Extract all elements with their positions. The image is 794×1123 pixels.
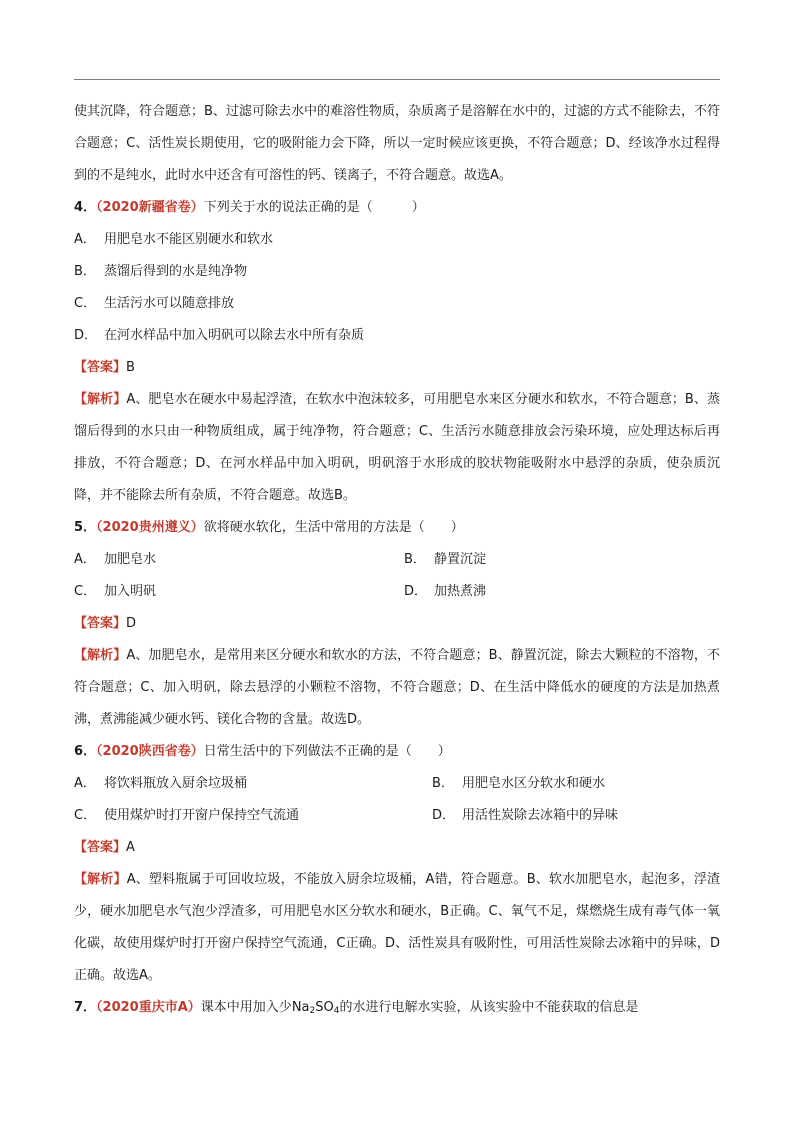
question-text-cont: 的水进行电解水实验，从该实验中不能获取的信息是 — [339, 1000, 639, 1015]
option-row — [74, 768, 720, 800]
answer-value: A — [126, 840, 135, 855]
chemical-formula: $Na_2SO_4$ — [291, 1000, 340, 1016]
option-letter: A． — [74, 232, 96, 247]
question-number: 4． — [74, 200, 97, 215]
option-b — [404, 544, 486, 576]
option-letter: B． — [74, 264, 96, 279]
option-text: 使用煤炉时打开窗户保持空气流通 — [104, 808, 300, 823]
answer-tag: 【答案】 — [74, 840, 127, 855]
question-text: 日常生活中的下列做法不正确的是（ ） — [203, 744, 451, 759]
question-text: 课本中用加入少 — [200, 1000, 292, 1015]
analysis-tag: 【解析】 — [74, 872, 127, 887]
option-d — [404, 576, 486, 608]
question-text: 下列关于水的说法正确的是（ ） — [203, 200, 425, 215]
question-source: （2020重庆市A） — [96, 1000, 201, 1015]
option-letter: B． — [404, 552, 426, 567]
answer-tag: 【答案】 — [74, 616, 127, 631]
option-letter: B． — [432, 776, 454, 791]
analysis-paragraph — [74, 384, 720, 512]
option-letter: D． — [432, 808, 456, 823]
previous-analysis-continuation: 使其沉降，符合题意；B、过滤可除去水中的难溶性物质，杂质离子是溶解在水中的，过滤的方式不能除去，不符合题意；C、活性炭长期使用，它的吸附能力会下降，所以一定时候应该更换，不符合题意；D、经该净水过程得到的不是纯水，此时水中还含有可溶性的钙、镁离子，不符合题意。故选A。 — [74, 104, 720, 183]
option-a — [74, 544, 404, 576]
option-c — [74, 288, 234, 320]
answer-line — [74, 832, 720, 864]
option-b — [74, 256, 247, 288]
answer-value: D — [126, 616, 137, 631]
option-row — [74, 544, 720, 576]
option-text: 静置沉淀 — [434, 552, 487, 567]
option-text: 加肥皂水 — [104, 552, 157, 567]
option-row — [74, 576, 720, 608]
question-source: （2020贵州遵义） — [96, 520, 204, 535]
option-row — [74, 224, 720, 256]
option-c — [74, 576, 404, 608]
option-row — [74, 320, 720, 352]
option-a — [74, 224, 273, 256]
option-letter: A． — [74, 552, 96, 567]
option-text: 在河水样品中加入明矾可以除去水中所有杂质 — [104, 328, 365, 343]
answer-line — [74, 352, 720, 384]
question-5-stem — [74, 512, 720, 544]
option-d — [74, 320, 364, 352]
analysis-paragraph — [74, 864, 720, 992]
option-letter: D． — [74, 328, 98, 343]
question-number: 6． — [74, 744, 97, 759]
question-number: 7． — [74, 1000, 97, 1015]
question-source: （2020陕西省卷） — [96, 744, 204, 759]
answer-value: B — [126, 360, 135, 375]
option-text: 用肥皂水区分软水和硬水 — [462, 776, 606, 791]
option-letter: A． — [74, 776, 96, 791]
question-number: 5． — [74, 520, 97, 535]
analysis-paragraph — [74, 640, 720, 736]
analysis-tag: 【解析】 — [74, 648, 127, 663]
option-letter: C． — [74, 296, 97, 311]
option-d — [432, 800, 618, 832]
analysis-text: A、肥皂水在硬水中易起浮渣，在软水中泡沫较多，可用肥皂水来区分硬水和软水，不符合题意；B、蒸馏后得到的水只由一种物质组成，属于纯净物，符合题意；C、生活污水随意排放会污染环境，应处理达标后再排放，不符合题意；D、在河水样品中加入明矾，明矾溶于水形成的胶状物能吸附水中悬浮的杂质，使杂质沉降，并不能除去所有杂质，不符合题意。故选B。 — [74, 392, 720, 503]
option-letter: C． — [74, 808, 97, 823]
option-row — [74, 256, 720, 288]
question-4-stem — [74, 192, 720, 224]
document-page — [74, 96, 720, 1024]
answer-line — [74, 608, 720, 640]
option-text: 生活污水可以随意排放 — [104, 296, 235, 311]
option-text: 蒸馏后得到的水是纯净物 — [104, 264, 248, 279]
option-text: 加热煮沸 — [434, 584, 487, 599]
option-row — [74, 800, 720, 832]
option-a — [74, 768, 432, 800]
question-text: 欲将硬水软化，生活中常用的方法是（ ） — [203, 520, 464, 535]
option-text: 用活性炭除去冰箱中的异味 — [462, 808, 619, 823]
option-letter: D． — [404, 584, 428, 599]
answer-tag: 【答案】 — [74, 360, 127, 375]
option-text: 将饮料瓶放入厨余垃圾桶 — [104, 776, 248, 791]
analysis-text: A、塑料瓶属于可回收垃圾，不能放入厨余垃圾桶，A错，符合题意。B、软水加肥皂水，起泡多，浮渣少，硬水加肥皂水气泡少浮渣多，可用肥皂水区分软水和硬水，B正确。C、氧气不足，煤燃烧生成有毒气体一氧化碳，故使用煤炉时打开窗户保持空气流通，C正确。D、活性炭具有吸附性，可用活性炭除去冰箱中的异味，D正确。故选A。 — [74, 872, 720, 983]
analysis-text: A、加肥皂水，是常用来区分硬水和软水的方法，不符合题意；B、静置沉淀，除去大颗粒的不溶物，不符合题意；C、加入明矾，除去悬浮的小颗粒不溶物，不符合题意；D、在生活中降低水的硬度的方法是加热煮沸，煮沸能减少硬水钙、镁化合物的含量。故选D。 — [74, 648, 720, 727]
option-text: 用肥皂水不能区别硬水和软水 — [104, 232, 274, 247]
header-rule — [74, 79, 720, 80]
option-row — [74, 288, 720, 320]
option-letter: C． — [74, 584, 97, 599]
question-source: （2020新疆省卷） — [96, 200, 204, 215]
analysis-tag: 【解析】 — [74, 392, 127, 407]
option-c — [74, 800, 432, 832]
option-b — [432, 768, 605, 800]
option-text: 加入明矾 — [104, 584, 157, 599]
question-6-stem — [74, 736, 720, 768]
question-7-stem — [74, 992, 720, 1024]
